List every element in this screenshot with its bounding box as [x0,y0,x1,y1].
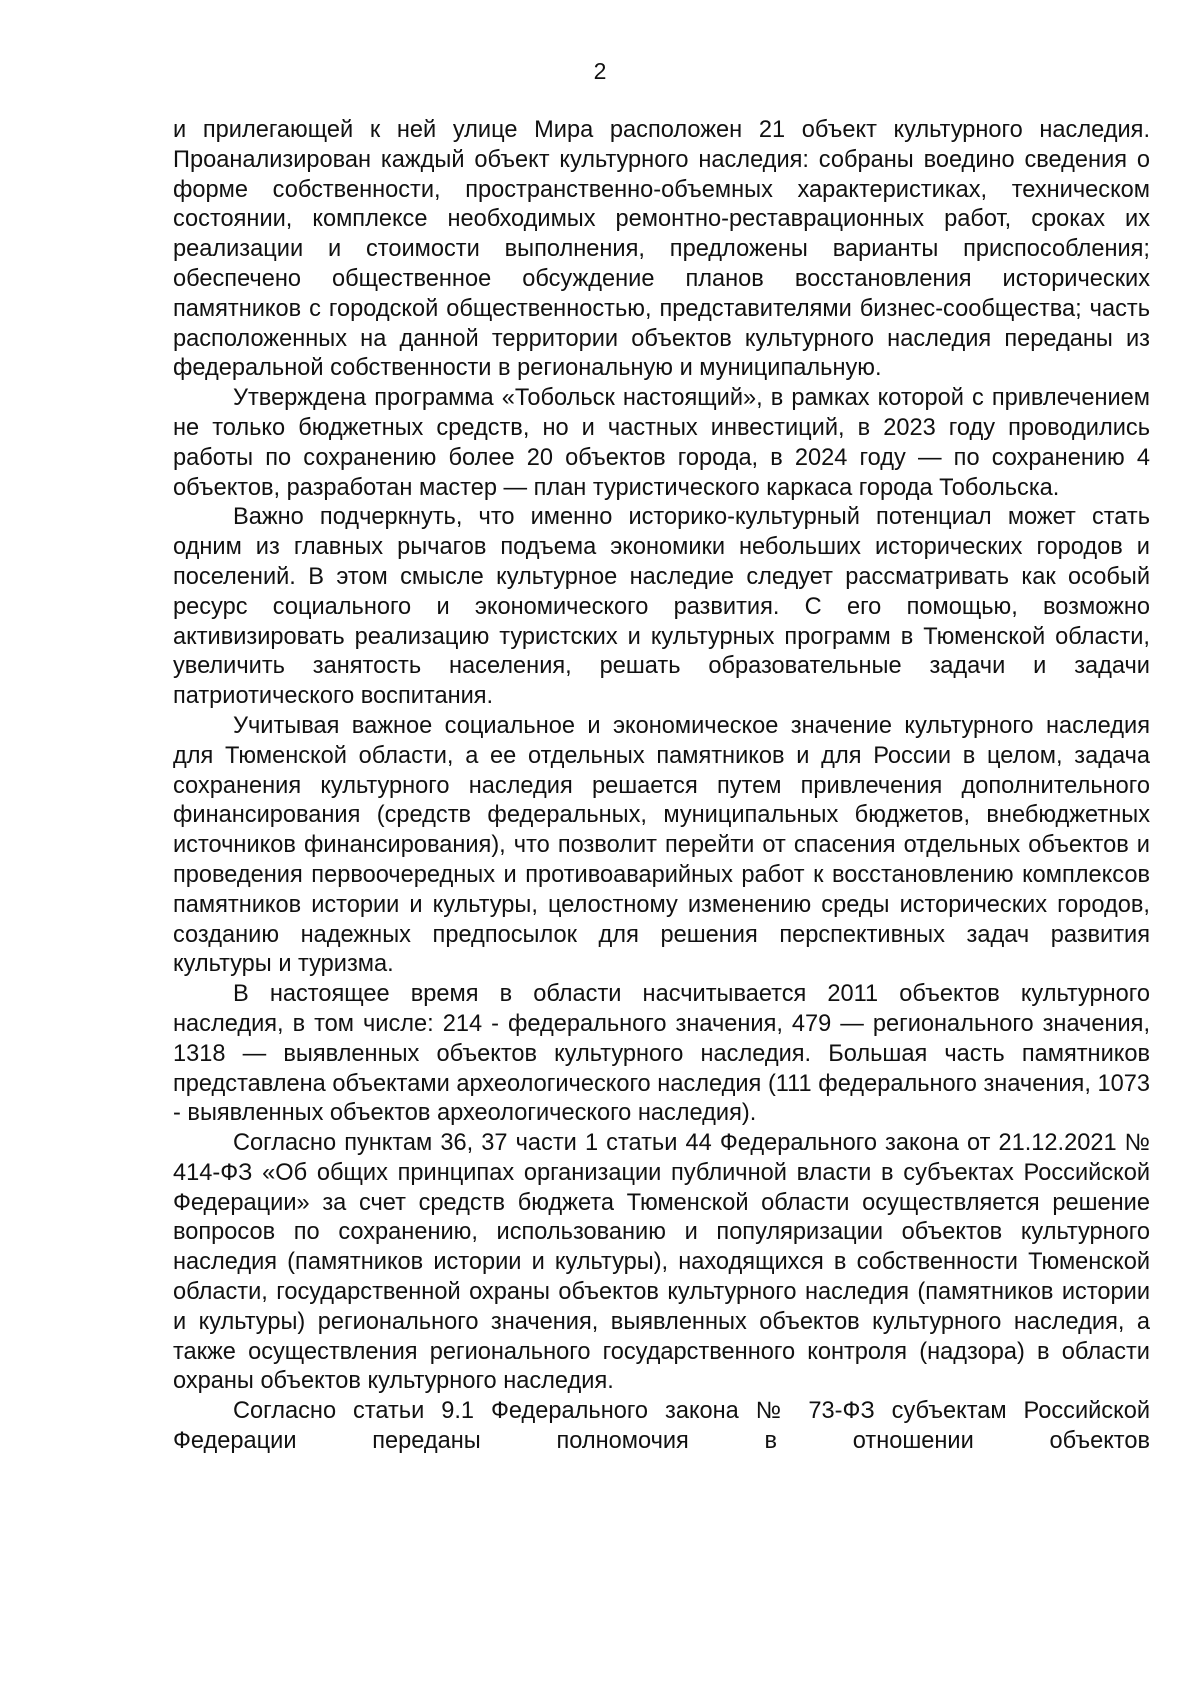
paragraph-continuation: и прилегающей к ней улице Мира расположен 21 объект культурного наследия. Проанализирован каждый объект культурного наследия: собраны воедино сведения о форме собственности, пространственно-объемных характеристиках, техническом состоянии, комплексе необходимых ремонтно-реставрационных работ, сроках их реализации и стоимости выполнения, предложены варианты приспособления; обеспечено общественное обсуждение планов восстановления исторических памятников с городской общественностью, представителями бизнес-сообщества; часть расположенных на данной территории объектов культурного наследия переданы из федеральной собственности в региональную и муниципальную. [173,117,1150,382]
paragraph: Учитывая важное социальное и экономическое значение культурного наследия для Тюменской области, а ее отдельных памятников и для России в целом, задача сохранения культурного наследия решается путем привлечения дополнительного финансирования (средств федеральных, муниципальных бюджетов, внебюджетных источников финансирования), что позволит перейти от спасения отдельных объектов и проведения первоочередных и противоаварийных работ к восстановлению комплексов памятников истории и культуры, целостному изменению среды исторических городов, созданию надежных предпосылок для решения перспективных задач развития культуры и туризма. [173,712,1150,978]
paragraph: Важно подчеркнуть, что именно историко-культурный потенциал может стать одним из главных рычагов подъема экономики небольших исторических городов и поселений. В этом смысле культурное наследие следует рассматривать как особый ресурс социального и экономического развития. С его помощью, возможно активизировать реализацию туристских и культурных программ в Тюменской области, увеличить занятость населения, решать образовательные задачи и задачи патриотического воспитания. [173,504,1150,710]
paragraph: В настоящее время в области насчитывается 2011 объектов культурного наследия, в том числе: 214 - федерального значения, 479 — регионального значения, 1318 — выявленных объектов культурного наследия. Большая часть памятников представлена объектами археологического наследия (111 федерального значения, 1073 - выявленных объектов археологического наследия). [173,981,1150,1127]
paragraph: Согласно пунктам 36, 37 части 1 статьи 44 Федерального закона от 21.12.2021 № 414-ФЗ «Об общих принципах организации публичной власти в субъектах Российской Федерации» за счет средств бюджета Тюменской области осуществляется решение вопросов по сохранению, использованию и популяризации объектов культурного наследия (памятников истории и культуры), находящихся в собственности Тюменской области, государственной охраны объектов культурного наследия (памятников истории и культуры) регионального значения, выявленных объектов культурного наследия, а также осуществления регионального государственного контроля (надзора) в области охраны объектов культурного наследия. [173,1130,1150,1395]
paragraph: Утверждена программа «Тобольск настоящий», в рамках которой с привлечением не только бюджетных средств, но и частных инвестиций, в 2023 году проводились работы по сохранению более 20 объектов города, в 2024 году — по сохранению 4 объектов, разработан мастер — план туристического каркаса города Тобольска. [173,385,1150,501]
page-number: 2 [593,58,607,84]
paragraph-continued: Согласно статьи 9.1 Федерального закона № 73-ФЗ субъектам Российской Федерации переданы полномочия в отношении объектов [173,1398,1150,1455]
document-body [173,116,1150,1457]
